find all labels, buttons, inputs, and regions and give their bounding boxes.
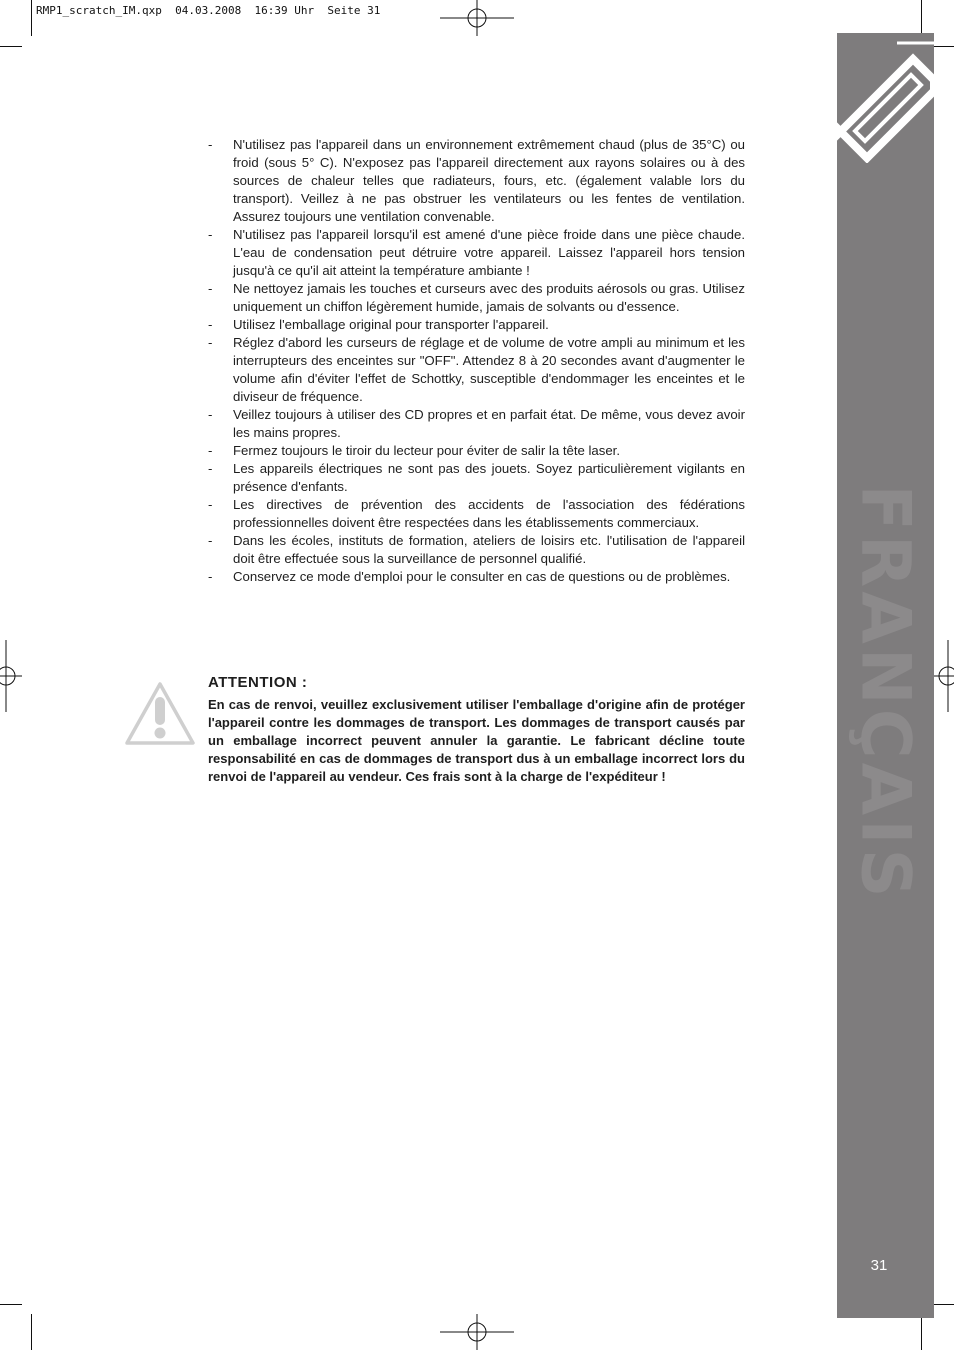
- safety-instructions: [208, 136, 745, 586]
- registration-mark-bottom: [440, 1314, 514, 1350]
- list-item-text: Dans les écoles, instituts de formation, ateliers de loisirs etc. l'utilisation de l'appareil doit être effectuée sous la surveillance de personnel qualifié.: [233, 533, 745, 566]
- warning-triangle-icon: [124, 681, 196, 747]
- list-item-text: Les appareils électriques ne sont pas des jouets. Soyez particulièrement vigilants en présence d'enfants.: [233, 461, 745, 494]
- list-item-text: N'utilisez pas l'appareil dans un environnement extrêmement chaud (plus de 35°C) ou froid (sous 5° C). N'exposez pas l'appareil directement aux rayons solaires ou à des sources de chaleur telles que radiateurs, fours, etc. (également valable lors du transport). Veillez à ne pas obstruer les ventilateurs ou les fentes de ventilation. Assurez toujours une ventilation convenable.: [233, 137, 745, 224]
- attention-heading: ATTENTION :: [208, 674, 308, 691]
- list-item-text: Veillez toujours à utiliser des CD propres et en parfait état. De même, vous devez avoir les mains propres.: [233, 407, 745, 440]
- list-item: [208, 496, 745, 532]
- page-number: 31: [870, 1257, 888, 1274]
- registration-mark-left: [0, 640, 22, 712]
- bullet-dash: -: [208, 569, 213, 584]
- attention-text: En cas de renvoi, veuillez exclusivement utiliser l'emballage d'origine afin de protéger l'appareil contre les dommages de transport. Les dommages de transport causés par un emballage incorrect peuvent annuler la garantie. Le fabricant décline toute responsabilité en cas de dommages de transport dus à un emballage incorrect lors du renvoi de l'appareil au vendeur. Ces frais sont à la charge de l'expéditeur !: [208, 697, 745, 784]
- list-item-text: Fermez toujours le tiroir du lecteur pour éviter de salir la tête laser.: [233, 443, 621, 458]
- list-item-text: Conservez ce mode d'emploi pour le consulter en cas de questions ou de problèmes.: [233, 569, 731, 584]
- bullet-dash: -: [208, 281, 213, 296]
- bullet-dash: -: [208, 497, 213, 512]
- list-item: [208, 136, 745, 226]
- language-sidebar: [837, 33, 934, 1318]
- safety-bullet-list: [208, 136, 745, 586]
- list-item: [208, 532, 745, 568]
- bullet-dash: -: [208, 407, 213, 422]
- list-item: [208, 334, 745, 406]
- bullet-dash: -: [208, 227, 213, 242]
- registration-mark-right: [932, 640, 954, 712]
- bullet-dash: -: [208, 335, 213, 350]
- language-label: FRANÇAIS: [845, 484, 925, 902]
- bullet-dash: -: [208, 137, 213, 152]
- bullet-dash: -: [208, 443, 213, 458]
- list-item-text: Utilisez l'emballage original pour transporter l'appareil.: [233, 317, 549, 332]
- list-item: [208, 226, 745, 280]
- list-item: [208, 460, 745, 496]
- list-item-text: Réglez d'abord les curseurs de réglage et de volume de votre ampli au minimum et les interrupteurs des enceintes sur "OFF". Attendez 8 à 20 secondes avant d'augmenter le volume afin d'éviter l'effet de Schottky, susceptible d'endommager les enceintes et le diviseur de fréquence.: [233, 335, 745, 404]
- bullet-dash: -: [208, 533, 213, 548]
- brand-logo-icon: [837, 33, 934, 163]
- bullet-dash: -: [208, 461, 213, 476]
- list-item: [208, 280, 745, 316]
- list-item-text: Ne nettoyez jamais les touches et curseurs avec des produits aérosols ou gras. Utilisez uniquement un chiffon légèrement humide, jamais de solvants ou d'essence.: [233, 281, 745, 314]
- list-item: [208, 442, 745, 460]
- list-item-text: N'utilisez pas l'appareil lorsqu'il est amené d'une pièce froide dans une pièce chaude. L'eau de condensation peut détruire votre appareil. Laissez l'appareil hors tension jusqu'à ce qu'il ait atteint la température ambiante !: [233, 227, 745, 278]
- registration-mark-top: [440, 0, 514, 36]
- list-item: [208, 316, 745, 334]
- list-item-text: Les directives de prévention des accidents de l'association des fédérations professionnelles doivent être respectées dans les établissements commerciaux.: [233, 497, 745, 530]
- list-item: [208, 406, 745, 442]
- print-slug-line: RMP1_scratch_IM.qxp 04.03.2008 16:39 Uhr Seite 31: [36, 4, 381, 17]
- list-item: [208, 568, 745, 586]
- bullet-dash: -: [208, 317, 213, 332]
